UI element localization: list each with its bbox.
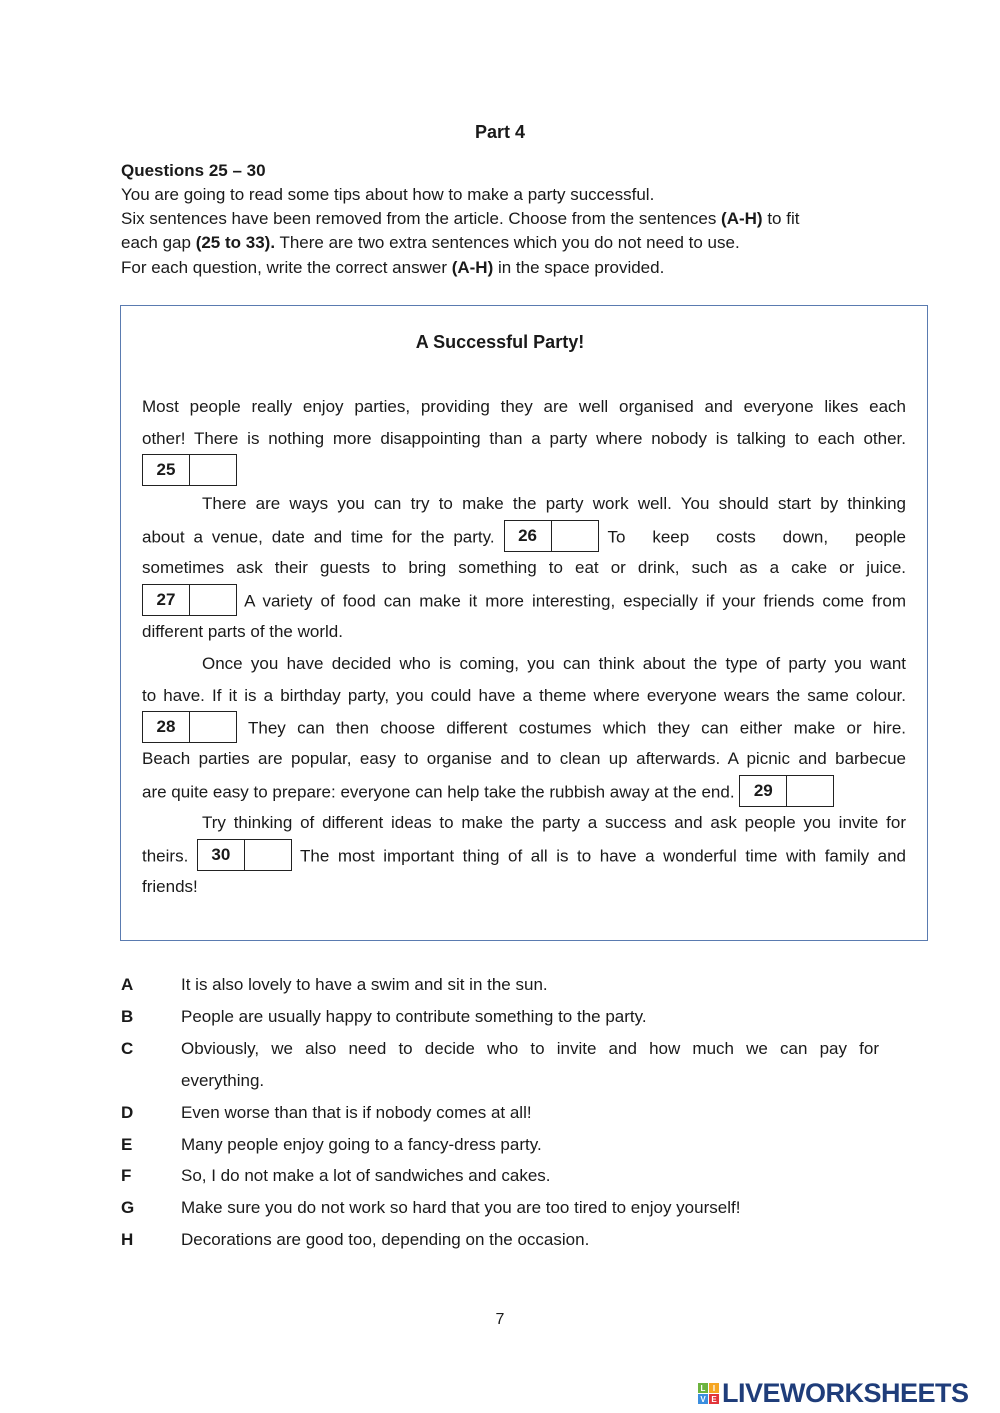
article-title: A Successful Party!	[415, 332, 585, 352]
instruction-line	[121, 258, 664, 278]
article-line: Most people really enjoy parties, providing they are well organised and everyone likes each	[142, 397, 906, 416]
article-line	[142, 715, 906, 739]
answer-input[interactable]	[787, 776, 833, 806]
logo-letter: I	[709, 1383, 719, 1393]
article-line	[142, 843, 906, 867]
answer-gap-28[interactable]	[142, 711, 237, 743]
text: (A-H)	[451, 258, 494, 277]
gap-number: 26	[505, 521, 552, 551]
article-line	[142, 779, 902, 803]
option-letter: H	[121, 1230, 134, 1249]
instruction-line	[121, 233, 740, 253]
article-line	[142, 458, 906, 482]
instruction-line: You are going to read some tips about how to make a party successful.	[121, 185, 655, 204]
answer-input[interactable]	[190, 455, 236, 485]
text: To keep costs down, people	[607, 527, 906, 547]
logo-letter: V	[698, 1394, 708, 1404]
option-letter: A	[121, 975, 134, 994]
option-text: Decorations are good too, depending on the occasion.	[181, 1230, 590, 1249]
text: theirs.	[142, 846, 189, 866]
answer-input[interactable]	[190, 585, 236, 615]
option-letter: B	[121, 1007, 134, 1026]
option-text: everything.	[181, 1071, 265, 1090]
answer-gap-27[interactable]	[142, 584, 237, 616]
article-line: different parts of the world.	[142, 622, 343, 641]
gap-number: 28	[143, 712, 190, 742]
text: There are two extra sentences which you do not need to use.	[275, 233, 740, 252]
text: A variety of food can make it more interesting, especially if your friends come from	[244, 591, 906, 611]
text: each gap	[121, 233, 196, 252]
article-line: other! There is nothing more disappointing than a party where nobody is talking to each other.	[142, 429, 906, 448]
instruction-line	[121, 209, 799, 229]
logo-letter: L	[698, 1383, 708, 1393]
article-line: Beach parties are popular, easy to organise and to clean up afterwards. A picnic and barbecue	[142, 749, 906, 768]
option-text: Even worse than that is if nobody comes at all!	[181, 1103, 532, 1122]
option-text: Many people enjoy going to a fancy-dress party.	[181, 1135, 542, 1154]
text: For each question, write the correct answer	[121, 258, 452, 277]
gap-number: 27	[143, 585, 190, 615]
page-number: 7	[495, 1311, 505, 1328]
gap-number: 25	[143, 455, 190, 485]
liveworksheets-logo	[698, 1378, 969, 1409]
option-text: So, I do not make a lot of sandwiches and cakes.	[181, 1166, 551, 1185]
option-letter: C	[121, 1039, 134, 1058]
text: to fit	[762, 209, 800, 228]
option-letter: F	[121, 1166, 132, 1185]
article-line	[142, 588, 906, 612]
article-line: Try thinking of different ideas to make the party a success and ask people you invite for	[202, 813, 906, 832]
gap-number: 30	[198, 840, 245, 870]
article-line: sometimes ask their guests to bring something to eat or drink, such as a cake or juice.	[142, 558, 906, 577]
option-letter: G	[121, 1198, 135, 1217]
article-line: friends!	[142, 877, 198, 896]
part-title: Part 4	[474, 122, 526, 142]
logo-icon	[698, 1383, 719, 1404]
logo-text: LIVEWORKSHEETS	[722, 1378, 969, 1408]
option-text: Obviously, we also need to decide who to invite and how much we can pay for	[181, 1039, 879, 1058]
text: The most important thing of all is to have a wonderful time with family and	[300, 846, 906, 866]
option-letter: E	[121, 1135, 133, 1154]
answer-gap-30[interactable]	[197, 839, 292, 871]
option-letter: D	[121, 1103, 134, 1122]
article-line: to have. If it is a birthday party, you could have a theme where everyone wears the same colour.	[142, 686, 906, 705]
logo-letter: E	[709, 1394, 719, 1404]
text: in the space provided.	[493, 258, 665, 277]
answer-input[interactable]	[190, 712, 236, 742]
option-text: Make sure you do not work so hard that you are too tired to enjoy yourself!	[181, 1198, 741, 1217]
text: are quite easy to prepare: everyone can help take the rubbish away at the end.	[142, 782, 735, 802]
article-line: Once you have decided who is coming, you can think about the type of party you want	[202, 654, 906, 673]
questions-range: Questions 25 – 30	[121, 161, 266, 180]
text: (25 to 33).	[195, 233, 276, 252]
text: about a venue, date and time for the party.	[142, 527, 495, 547]
text: Six sentences have been removed from the article. Choose from the sentences	[121, 209, 722, 228]
article-line	[142, 524, 906, 548]
answer-input[interactable]	[245, 840, 291, 870]
article-line: There are ways you can try to make the party work well. You should start by thinking	[202, 494, 906, 513]
text: They can then choose different costumes which they can either make or hire.	[248, 718, 906, 738]
option-text: People are usually happy to contribute something to the party.	[181, 1007, 647, 1026]
answer-gap-29[interactable]	[739, 775, 834, 807]
answer-input[interactable]	[552, 521, 598, 551]
option-text: It is also lovely to have a swim and sit in the sun.	[181, 975, 548, 994]
gap-number: 29	[740, 776, 787, 806]
answer-gap-25[interactable]	[142, 454, 237, 486]
answer-gap-26[interactable]	[504, 520, 599, 552]
text: (A-H)	[721, 209, 763, 228]
